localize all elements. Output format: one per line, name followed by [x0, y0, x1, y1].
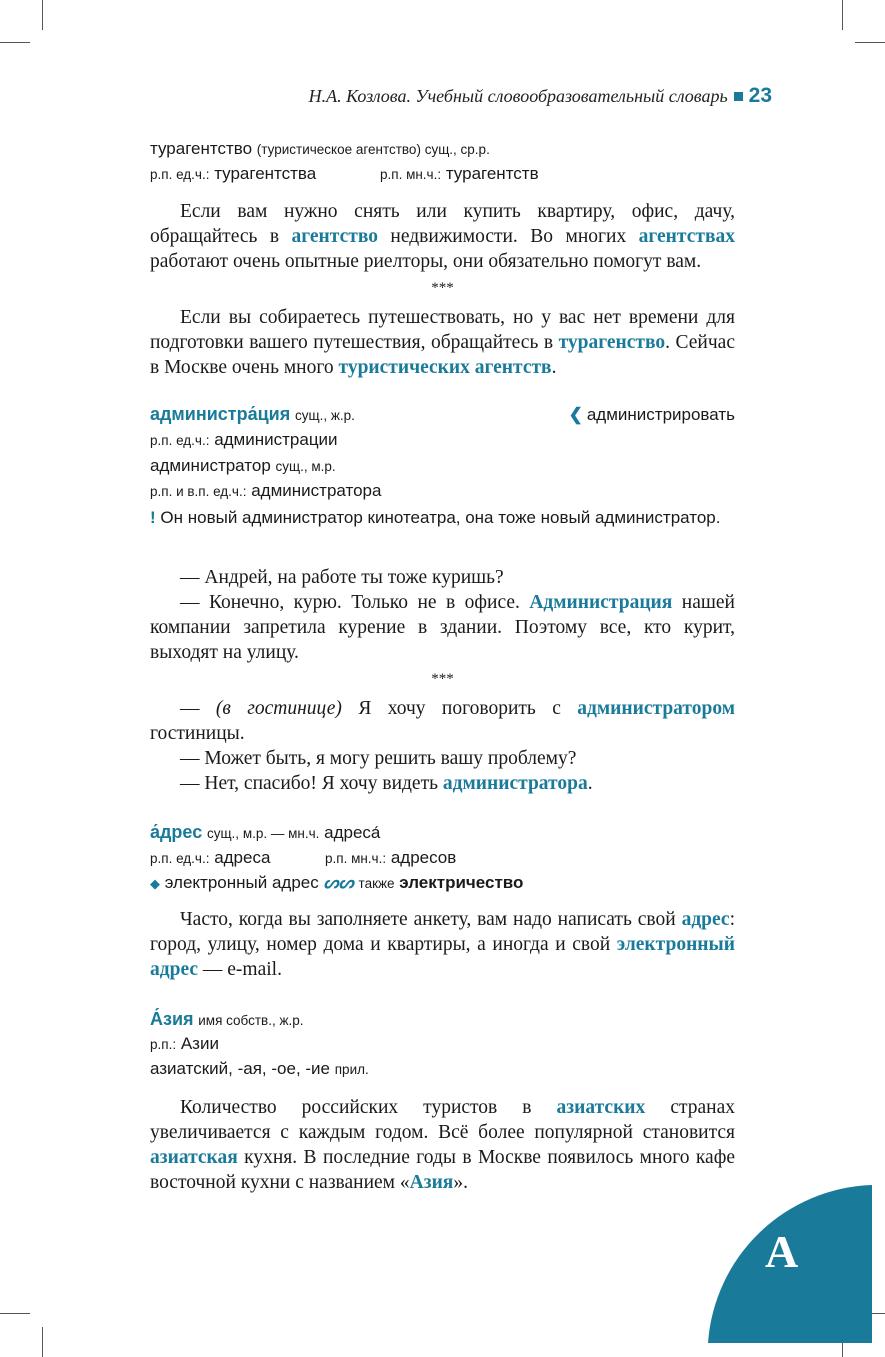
exclamation-icon: ! [150, 508, 156, 527]
highlight: Азия [409, 1172, 454, 1193]
form-label: р.п. ед.ч.: [150, 851, 210, 866]
text: . Сейчас в Москве очень много [150, 332, 735, 378]
paragraph [150, 1095, 735, 1195]
italic-text: (в гостинице) [215, 698, 342, 719]
usage-note [150, 505, 735, 530]
subentry-word: администратор [150, 456, 271, 475]
square-icon [734, 92, 743, 101]
headword: а́дрес [150, 822, 203, 842]
entry-forms [150, 430, 338, 450]
also-word: электричество [399, 873, 524, 892]
text: — [180, 698, 216, 719]
text: странах увеличивается с каждым годом. Всё более популярной становится [150, 1097, 735, 1143]
related-word-text: администрировать [586, 405, 735, 424]
highlight: администратором [577, 698, 736, 719]
entry-adres [150, 822, 380, 843]
entry-forms [150, 164, 316, 184]
paragraph [150, 199, 735, 274]
form-value: турагентств [445, 164, 539, 183]
form-label: р.п. ед.ч.: [150, 433, 210, 448]
entry-forms-plural [325, 848, 456, 868]
paragraph [150, 305, 735, 380]
text: — Конечно, курю. Только не в офисе. [180, 592, 530, 613]
text: . [587, 773, 593, 794]
running-header [309, 84, 772, 108]
paronym-icon: ᔕᔕ [323, 873, 354, 892]
entry-turagentstvo [150, 139, 490, 159]
highlight: туристических агентств [338, 357, 552, 378]
header-title: Н.А. Козлова. Учебный словообразовательный словарь [308, 86, 728, 106]
text: . [551, 357, 557, 378]
dialogue-line: — Андрей, на работе ты тоже куришь? [180, 567, 504, 588]
note-text: Он новый администратор кинотеатра, она тоже новый администратор. [160, 508, 721, 527]
text: кухня. В последние годы в Москве появилось много кафе восточной кухни с названием « [150, 1147, 735, 1193]
gram: сущ., м.р. [275, 459, 336, 474]
text: Часто, когда вы заполняете анкету, вам надо написать свой [180, 909, 682, 930]
form-value: Азии [180, 1034, 219, 1053]
highlight: администратора [442, 773, 588, 794]
highlight: агентствах [638, 226, 735, 247]
gram: прил. [334, 1062, 369, 1077]
form-label: р.п. мн.ч.: [325, 851, 387, 866]
phrase-line [150, 873, 523, 893]
highlight: электронный адрес [150, 934, 735, 980]
entry-forms [150, 481, 381, 501]
phrase: электронный адрес [164, 873, 319, 892]
headword: турагентство [150, 139, 253, 158]
form-label: р.п. ед.ч.: [150, 167, 210, 182]
highlight: азиатских [556, 1097, 646, 1118]
entry-administratsiya [150, 404, 355, 425]
also-label: также [358, 876, 395, 891]
form-value: администрации [214, 430, 338, 449]
form-value: адресов [390, 848, 457, 867]
separator: *** [431, 671, 454, 687]
dialogue [150, 565, 735, 665]
subentry-word: азиатский, -ая, -ое, -ие [150, 1059, 331, 1078]
gram: сущ., м.р. — мн.ч. [206, 826, 320, 841]
entry-forms-plural [380, 164, 539, 184]
diamond-icon: ◆ [150, 876, 160, 891]
text: недвижимости. Во многих [377, 226, 639, 247]
entry-aziya [150, 1009, 304, 1030]
page-number: 23 [748, 84, 772, 107]
form-label: р.п. мн.ч.: [380, 167, 442, 182]
form-value: администратора [251, 481, 382, 500]
thumb-tab-letter: А [765, 1226, 799, 1277]
highlight: Администрация [529, 592, 673, 613]
entry-forms [150, 848, 270, 868]
text: — Нет, спасибо! Я хочу видеть [180, 773, 443, 794]
highlight: азиатская [150, 1147, 238, 1168]
gram: сущ., ж.р. [294, 408, 355, 423]
dialogue-line: — Может быть, я могу решить вашу проблему? [180, 748, 577, 769]
paragraph [150, 907, 735, 982]
form-label: р.п. и в.п. ед.ч.: [150, 484, 247, 499]
text: ». [453, 1172, 468, 1193]
highlight: адрес [681, 909, 730, 930]
dialogue [150, 696, 735, 796]
headword: администра́ция [150, 404, 291, 424]
gram: имя собств., ж.р. [198, 1013, 304, 1028]
text: : город, улицу, номер дома и квартиры, а иногда и свой [150, 909, 735, 955]
headword: А́зия [150, 1009, 194, 1029]
highlight: турагенство [558, 332, 666, 353]
text: — e-mail. [198, 959, 282, 980]
text: Если вы собираетесь путешествовать, но у вас нет времени для подготовки вашего путешествия, обращайтесь в [150, 307, 735, 353]
text: гостиницы. [150, 723, 245, 744]
subentry [150, 456, 336, 476]
text: нашей компании запретила курение в здании. Поэтому все, кто курит, выходят на улицу. [150, 592, 735, 663]
entry-forms [150, 1034, 219, 1054]
highlight: агентство [291, 226, 378, 247]
plural-form: адреса́ [324, 823, 381, 842]
gloss: (туристическое агентство) сущ., ср.р. [256, 142, 490, 157]
text: Я хочу поговорить с [341, 698, 578, 719]
derivation-arrow-icon: ❮ [568, 405, 583, 424]
form-label: р.п.: [150, 1037, 177, 1052]
subentry [150, 1059, 369, 1079]
related-word [569, 405, 735, 425]
text: работают очень опытные риелторы, они обязательно помогут вам. [150, 251, 702, 272]
form-value: адреса [214, 848, 271, 867]
separator: *** [431, 280, 454, 296]
text: Количество российских туристов в [180, 1097, 557, 1118]
form-value: турагентства [214, 164, 317, 183]
text: Если вам нужно снять или купить квартиру, офис, дачу, обращайтесь в [150, 201, 735, 247]
